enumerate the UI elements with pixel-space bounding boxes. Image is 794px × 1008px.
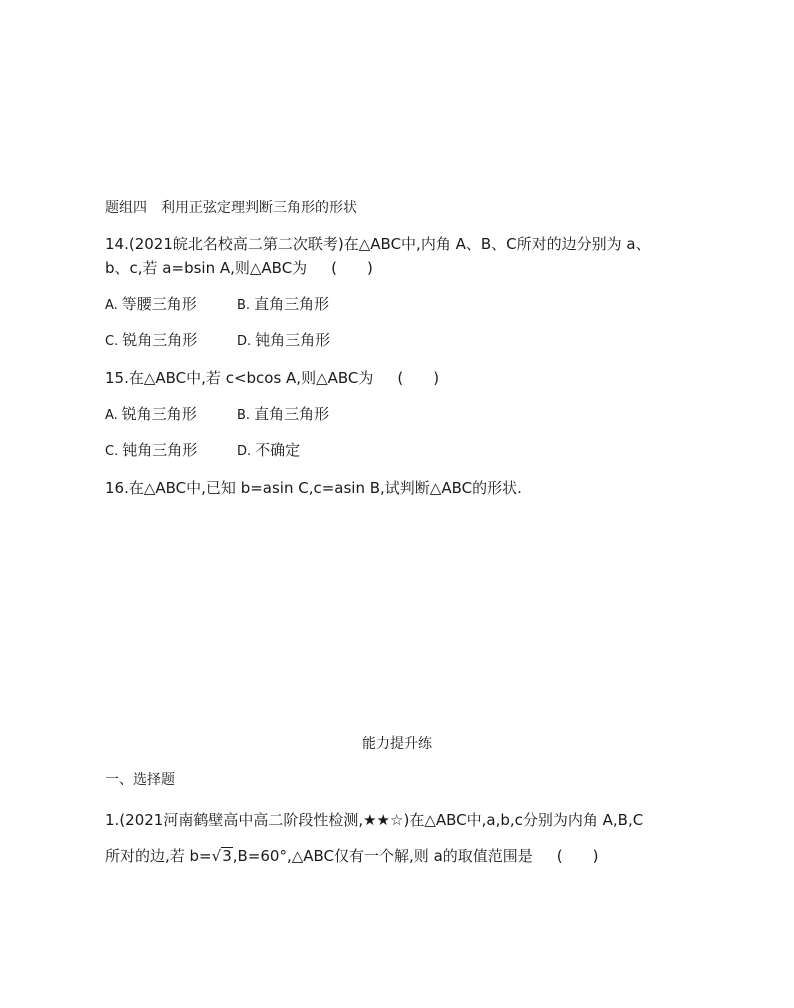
question-text: b、c,若 a=bsin A,则△ABC为 xyxy=(105,259,308,277)
option-b: B. 直角三角形 xyxy=(237,405,330,423)
section-2-title: 能力提升练 xyxy=(362,736,432,752)
option-a: A. 锐角三角形 xyxy=(105,405,197,423)
option-a: A. 等腰三角形 xyxy=(105,295,197,313)
question-14-line-2 xyxy=(105,258,373,278)
question-text: 在△ABC中,已知 b=asin C,c=asin B,试判断△ABC的形状. xyxy=(128,479,522,497)
sqrt-argument: 3 xyxy=(222,847,232,865)
section-title: 题组四 利用正弦定理判断三角形的形状 xyxy=(105,200,357,216)
answer-paren: ( ) xyxy=(556,847,599,865)
option-c: C. 锐角三角形 xyxy=(105,331,198,349)
question-text: 在△ABC中,a,b,c分别为内角 A,B,C xyxy=(409,811,644,829)
q14-options-row-2 xyxy=(105,330,330,352)
question-16 xyxy=(105,478,522,498)
option-b: B. 直角三角形 xyxy=(237,295,330,313)
answer-paren: ( ) xyxy=(397,369,440,387)
question-text: 所对的边,若 b= xyxy=(105,847,212,865)
question-number: 15. xyxy=(105,369,129,387)
option-d: D. 不确定 xyxy=(237,441,301,459)
question-number: 14. xyxy=(105,235,129,253)
question-source: (2021皖北名校高二第二次联考) xyxy=(128,235,344,253)
question-1-line-2 xyxy=(105,846,598,866)
answer-paren: ( ) xyxy=(331,259,373,277)
question-text: 在△ABC中,内角 A、B、C所对的边分别为 a、 xyxy=(343,235,651,253)
question-text: ,B=60°,△ABC仅有一个解,则 a的取值范围是 xyxy=(232,847,533,865)
question-number: 16. xyxy=(105,479,129,497)
sqrt-symbol: √ xyxy=(211,847,222,865)
question-number: 1. xyxy=(105,811,120,829)
question-source: (2021河南鹤壁高中高二阶段性检测,★★☆) xyxy=(119,811,410,829)
question-text: 在△ABC中,若 c<bcos A,则△ABC为 xyxy=(128,369,374,387)
q15-options-row-1 xyxy=(105,404,329,426)
question-14-line-1 xyxy=(105,234,651,254)
question-1-line-1 xyxy=(105,810,643,830)
q15-options-row-2 xyxy=(105,440,300,462)
section-2-subtitle: 一、选择题 xyxy=(105,772,175,788)
option-c: C. 钝角三角形 xyxy=(105,441,198,459)
q14-options-row-1 xyxy=(105,294,329,316)
question-15 xyxy=(105,368,439,388)
option-d: D. 钝角三角形 xyxy=(237,331,331,349)
